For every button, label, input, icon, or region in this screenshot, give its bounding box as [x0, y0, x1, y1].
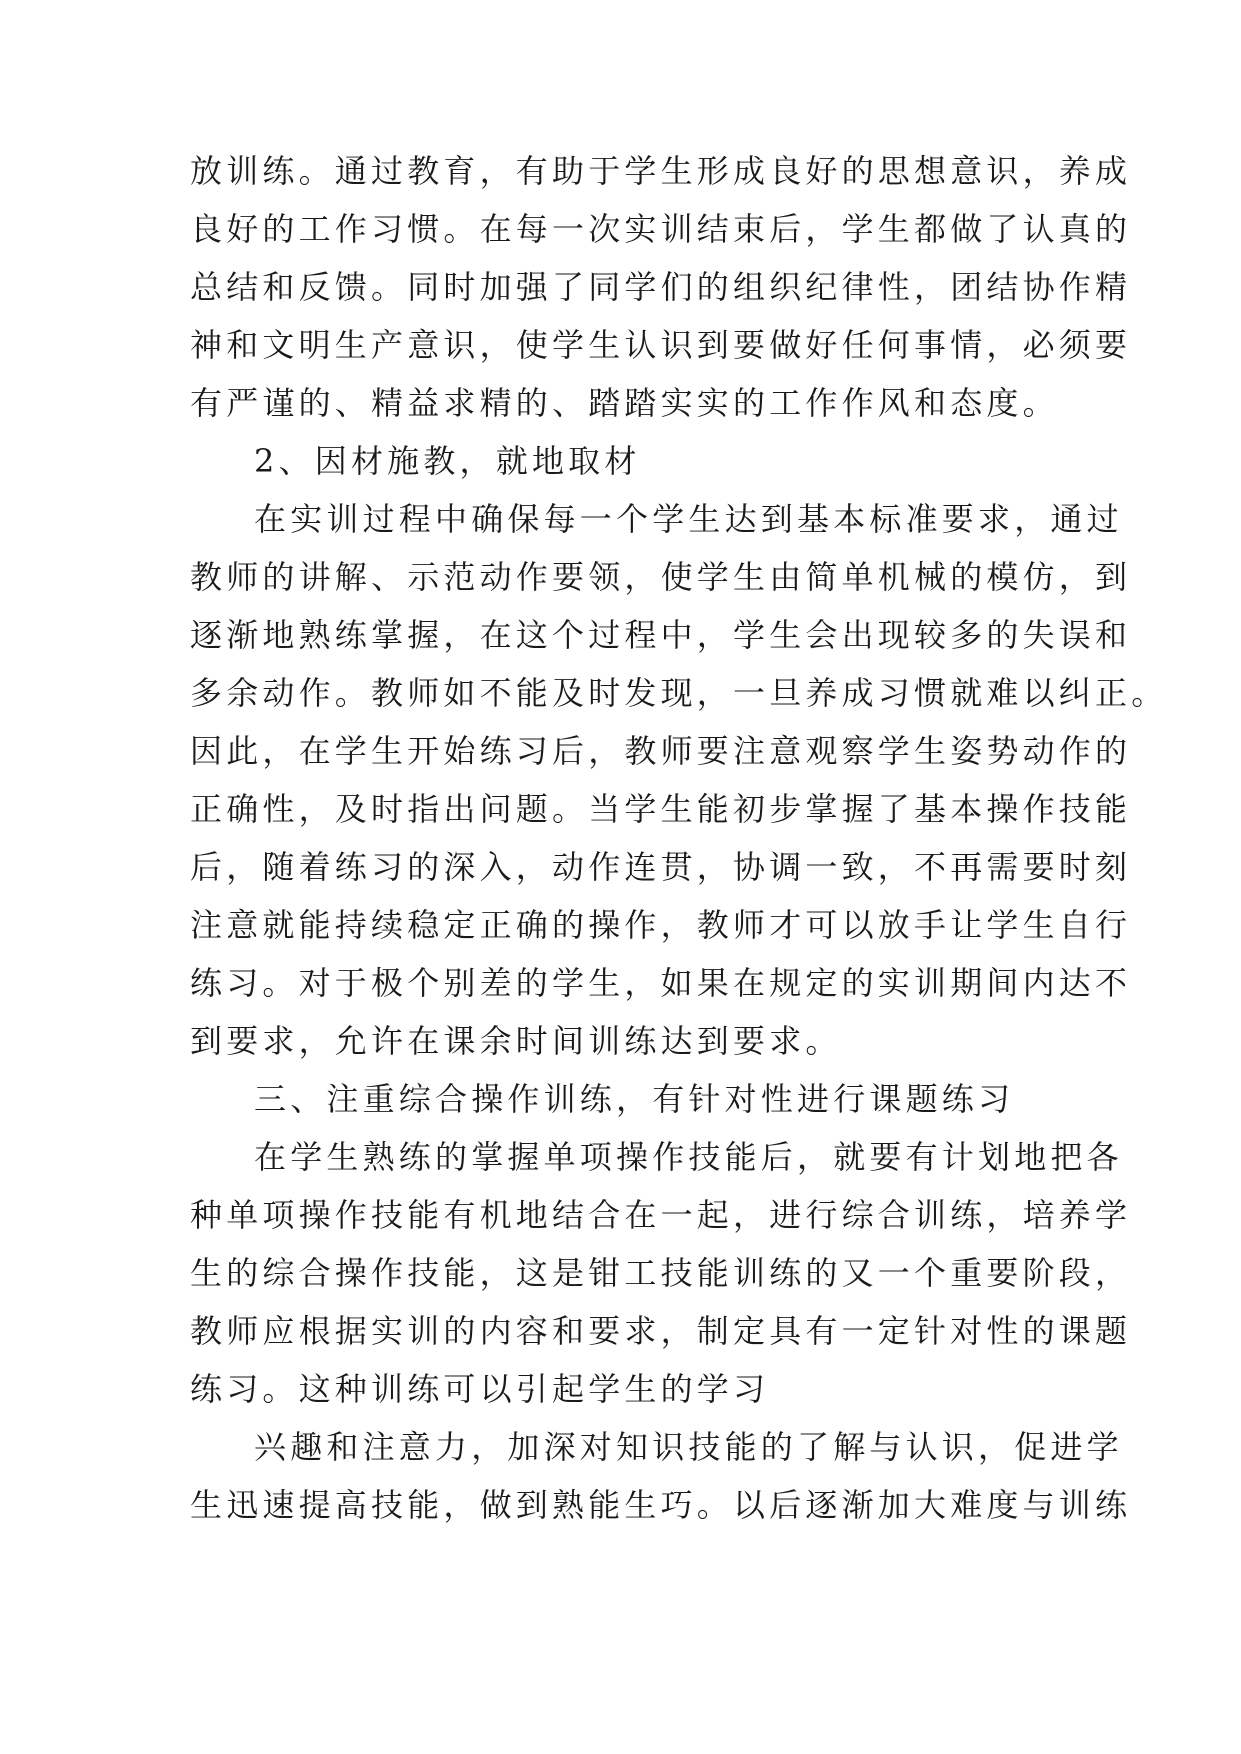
text-line: 多余动作。教师如不能及时发现，一旦养成习惯就难以纠正。	[190, 674, 1168, 712]
text-line: 因此，在学生开始练习后，教师要注意观察学生姿势动作的	[190, 732, 1132, 770]
text-line: 在学生熟练的掌握单项操作技能后，就要有计划地把各	[254, 1138, 1123, 1176]
text-line: 练习。对于极个别差的学生，如果在规定的实训期间内达不	[190, 964, 1132, 1002]
text-line: 教师的讲解、示范动作要领，使学生由简单机械的模仿，到	[190, 558, 1132, 596]
text-line: 在实训过程中确保每一个学生达到基本标准要求，通过	[254, 500, 1123, 538]
section-heading: 三、注重综合操作训练，有针对性进行课题练习	[254, 1080, 1015, 1118]
text-line: 放训练。通过教育，有助于学生形成良好的思想意识，养成	[190, 152, 1132, 190]
text-line: 到要求，允许在课余时间训练达到要求。	[190, 1022, 842, 1060]
text-line: 教师应根据实训的内容和要求，制定具有一定针对性的课题	[190, 1312, 1132, 1350]
text-line: 良好的工作习惯。在每一次实训结束后，学生都做了认真的	[190, 210, 1132, 248]
text-line: 逐渐地熟练掌握，在这个过程中，学生会出现较多的失误和	[190, 616, 1132, 654]
text-line: 练习。这种训练可以引起学生的学习	[190, 1370, 770, 1408]
text-line: 总结和反馈。同时加强了同学们的组织纪律性，团结协作精	[190, 268, 1132, 306]
text-line: 神和文明生产意识，使学生认识到要做好任何事情，必须要	[190, 326, 1132, 364]
text-line: 后，随着练习的深入，动作连贯，协调一致，不再需要时刻	[190, 848, 1132, 886]
text-line: 兴趣和注意力，加深对知识技能的了解与认识，促进学	[254, 1428, 1123, 1466]
text-line: 种单项操作技能有机地结合在一起，进行综合训练，培养学	[190, 1196, 1132, 1234]
text-line: 生迅速提高技能，做到熟能生巧。以后逐渐加大难度与训练	[190, 1486, 1132, 1524]
text-line: 有严谨的、精益求精的、踏踏实实的工作作风和态度。	[190, 384, 1059, 422]
text-line: 正确性，及时指出问题。当学生能初步掌握了基本操作技能	[190, 790, 1132, 828]
section-heading: 2、因材施教，就地取材	[254, 442, 641, 480]
text-line: 注意就能持续稳定正确的操作，教师才可以放手让学生自行	[190, 906, 1132, 944]
text-line: 生的综合操作技能，这是钳工技能训练的又一个重要阶段，	[190, 1254, 1132, 1292]
